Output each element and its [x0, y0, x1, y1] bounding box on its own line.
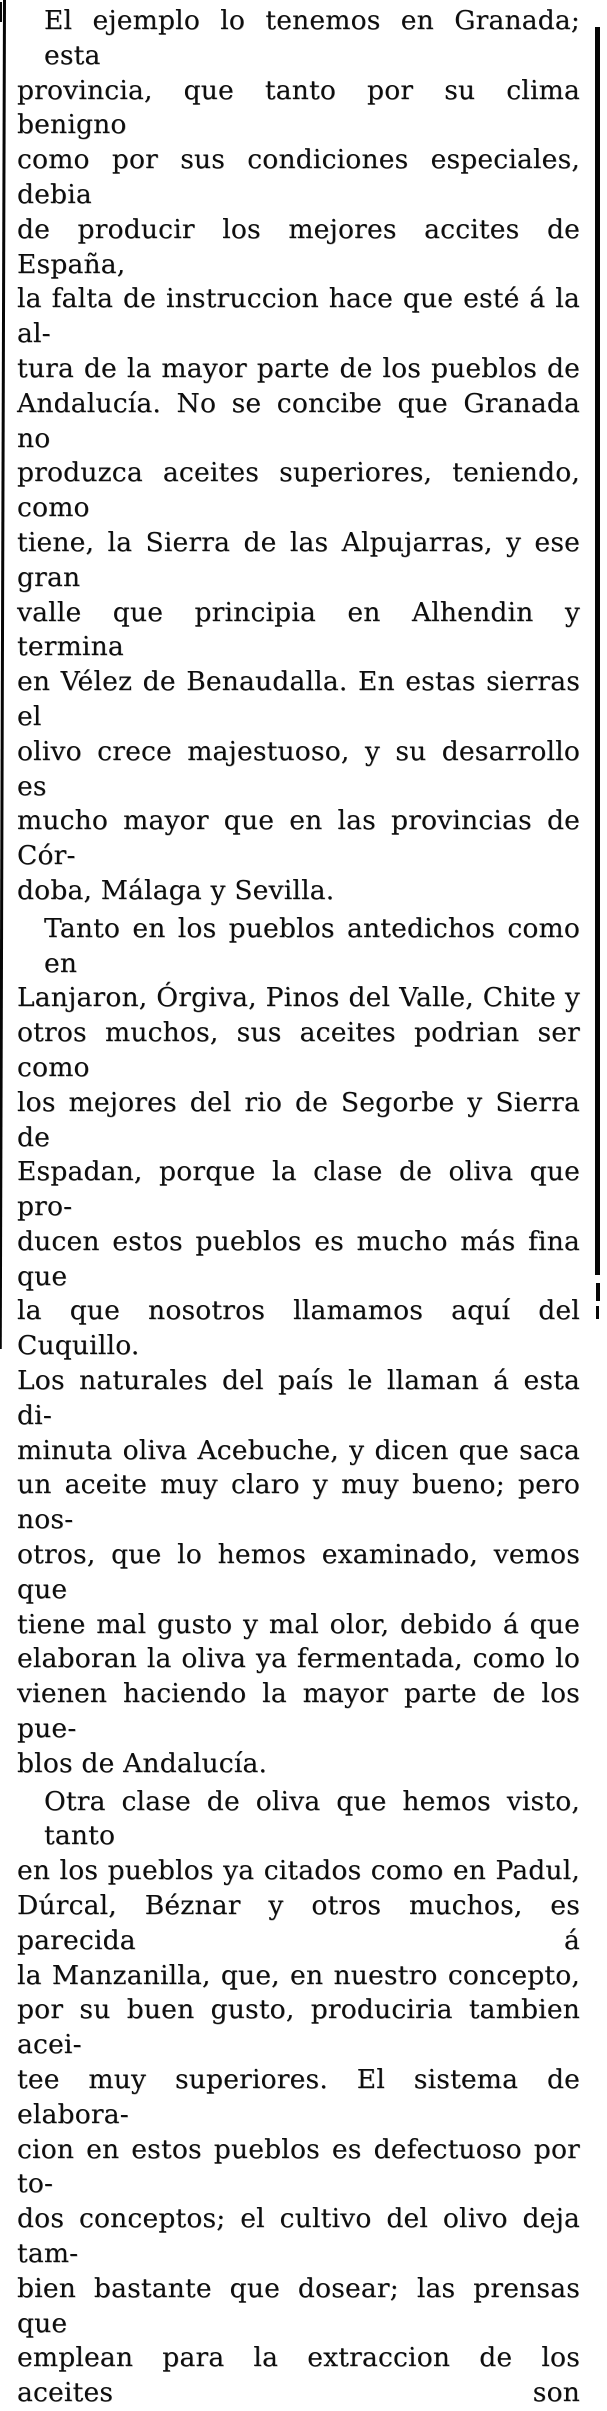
- text-line: otros, que lo hemos examinado, vemos que: [17, 1539, 580, 1605]
- text-line: la Manzanilla, que, en nuestro concepto,: [17, 1959, 580, 1991]
- text-line: El ejemplo lo tenemos en Granada; esta: [44, 5, 580, 71]
- text-line: tura de la mayor parte de los pueblos de: [17, 352, 580, 384]
- text-line: otros muchos, sus aceites podrian ser como: [17, 1017, 580, 1083]
- text-line: Los naturales del país le llaman á esta di-: [17, 1365, 580, 1431]
- text-line: produzca aceites superiores, teniendo, como: [17, 457, 580, 524]
- text-line: Espadan, porque la clase de oliva que pro-: [17, 1156, 580, 1223]
- text-line: bien bastante que dosear; las prensas que: [17, 2272, 580, 2339]
- text-line: Tanto en los pueblos antedichos como en: [44, 912, 580, 979]
- text-line: ducen estos pueblos es mucho más fina que: [17, 1225, 580, 1292]
- text-line: un aceite muy claro y muy bueno; pero nos-: [17, 1469, 580, 1536]
- scan-border-left: [0, 0, 6, 1349]
- text-line: vienen haciendo la mayor parte de los pue-: [17, 1678, 580, 1745]
- text-line: dos conceptos; el cultivo del olivo deja tam-: [17, 2203, 580, 2269]
- text-line: la que nosotros llamamos aquí del Cuquillo.: [17, 1295, 580, 1362]
- text-line: emplean para la extraccion de los aceites son: [17, 2342, 580, 2409]
- text-line: Otra clase de oliva que hemos visto, tanto: [44, 1785, 580, 1852]
- text-line: olivo crece majestuoso, y su desarrollo es: [17, 735, 580, 802]
- text-line: valle que principia en Alhendin y termina: [17, 596, 580, 663]
- text-line: Dúrcal, Béznar y otros muchos, es parecida á: [17, 1890, 580, 1956]
- text-line: provincia, que tanto por su clima benigno: [17, 74, 580, 141]
- text-line: tee muy superiores. El sistema de elabora-: [17, 2064, 580, 2130]
- text-line: en Vélez de Benaudalla. En estas sierras el: [17, 666, 580, 732]
- text-line: Andalucía. No se concibe que Granada no: [17, 387, 580, 454]
- scan-border-left-stub: [0, 2, 2, 22]
- text-line: por su buen gusto, produciria tambien acei-: [17, 1994, 580, 2061]
- text-line: la falta de instruccion hace que esté á la al-: [17, 283, 580, 350]
- text-line: tiene mal gusto y mal olor, debido á que: [17, 1608, 580, 1640]
- text-line: como por sus condiciones especiales, debia: [17, 144, 580, 210]
- text-line: blos de Andalucía.: [17, 1747, 268, 1779]
- text-line: minuta oliva Acebuche, y dicen que saca: [17, 1434, 580, 1466]
- scan-border-right-dash: [596, 1283, 600, 1301]
- text-line: de producir los mejores accites de España,: [17, 213, 580, 280]
- text-line: tiene, la Sierra de las Alpujarras, y ese gran: [17, 526, 580, 593]
- text-line: doba, Málaga y Sevilla.: [17, 874, 335, 906]
- text-line: en los pueblos ya citados como en Padul,: [17, 1855, 580, 1887]
- text-line: mucho mayor que en las provincias de Cór-: [17, 805, 580, 872]
- page-text: [17, 4, 580, 2411]
- text-line: los mejores del rio de Segorbe y Sierra de: [17, 1086, 580, 1153]
- text-line: cion en estos pueblos es defectuoso por to-: [17, 2133, 580, 2200]
- scan-border-right-dash: [596, 1306, 599, 1319]
- scan-border-right: [595, 27, 600, 1275]
- text-line: elaboran la oliva ya fermentada, como lo: [17, 1643, 580, 1675]
- text-line: Lanjaron, Órgiva, Pinos del Valle, Chite y: [17, 982, 580, 1014]
